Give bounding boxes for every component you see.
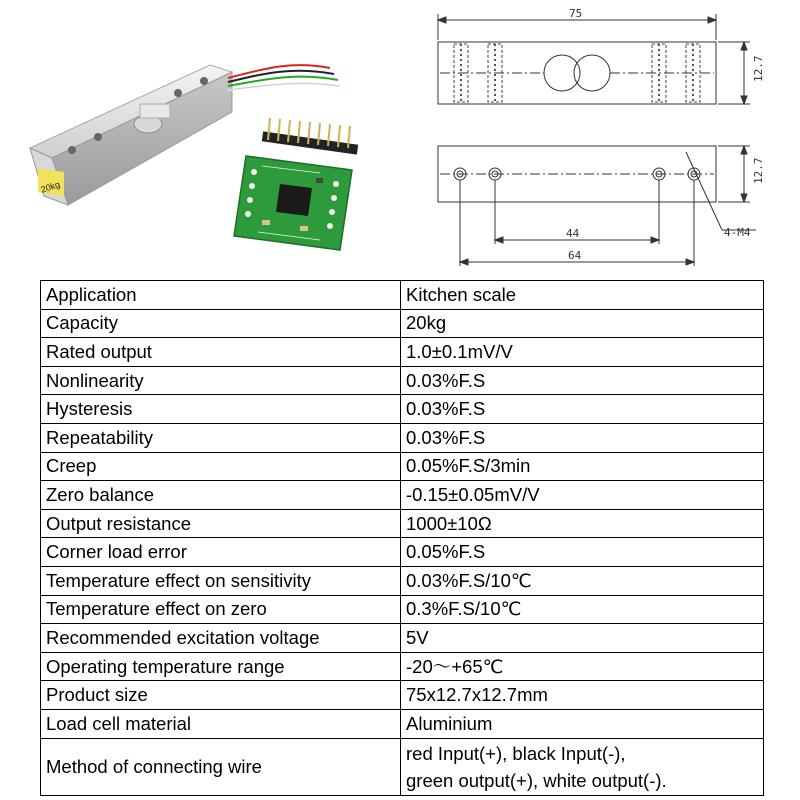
spec-value: 0.03%F.S/10℃ [401, 566, 764, 595]
spec-label: Capacity [41, 309, 401, 338]
spec-value: Kitchen scale [401, 281, 764, 310]
spec-value: 0.03%F.S [401, 366, 764, 395]
spec-label: Zero balance [41, 481, 401, 510]
table-row [41, 395, 764, 424]
table-row [41, 281, 764, 310]
capacity-sticker-text: 20kg [39, 179, 62, 195]
spec-label: Load cell material [41, 709, 401, 738]
dimension-drawing [400, 0, 800, 268]
connecting-wires [228, 65, 340, 90]
table-row [41, 738, 764, 795]
table-row [41, 538, 764, 567]
hx711-chip [276, 184, 312, 216]
table-row [41, 309, 764, 338]
gauge-hole-right [574, 55, 610, 91]
table-row [41, 338, 764, 367]
spec-label: Output resistance [41, 509, 401, 538]
spec-value: 0.03%F.S [401, 395, 764, 424]
spec-label: Creep [41, 452, 401, 481]
table-row [41, 481, 764, 510]
spec-value: 5V [401, 624, 764, 653]
table-row [41, 566, 764, 595]
spec-label: Corner load error [41, 538, 401, 567]
spec-value: -20～+65℃ [401, 652, 764, 681]
product-photo [0, 0, 400, 268]
spec-value: 1.0±0.1mV/V [401, 338, 764, 367]
table-row [41, 624, 764, 653]
table-row [41, 681, 764, 710]
table-row [41, 709, 764, 738]
load-cell-bar [30, 65, 232, 205]
dim-outer-spacing-label: 64 [568, 249, 582, 262]
pin-header [262, 118, 358, 155]
gauge-hole-left [544, 55, 580, 91]
spec-label: Rated output [41, 338, 401, 367]
spec-value-wire [401, 738, 764, 795]
spec-value: 1000±10Ω [401, 509, 764, 538]
spec-label: Operating temperature range [41, 652, 401, 681]
dimension-drawing-svg [400, 0, 800, 268]
spec-label: Application [41, 281, 401, 310]
hole-spec-label: 4-M4 [724, 226, 751, 239]
hx711-board [234, 118, 358, 250]
wire-line-2: green output(+), white output(-). [406, 769, 667, 791]
spec-label: Temperature effect on sensitivity [41, 566, 401, 595]
table-row [41, 366, 764, 395]
load-cell-illustration [0, 0, 400, 268]
dim-length-label: 75 [569, 7, 583, 20]
spec-value: 20kg [401, 309, 764, 338]
dim-height-bottom-label: 12.7 [752, 157, 765, 184]
spec-label: Nonlinearity [41, 366, 401, 395]
dim-inner-spacing-label: 44 [566, 227, 580, 240]
table-row [41, 509, 764, 538]
mount-hole [68, 146, 76, 154]
dim-height-top-label: 12.7 [752, 55, 765, 82]
spec-value: 0.3%F.S/10℃ [401, 595, 764, 624]
wire-line-1: red Input(+), black Input(-), [406, 742, 626, 764]
spec-table [40, 280, 764, 796]
strain-gauge [140, 104, 170, 118]
table-row [41, 423, 764, 452]
spec-value: 75x12.7x12.7mm [401, 681, 764, 710]
spec-label: Recommended excitation voltage [41, 624, 401, 653]
spec-label: Repeatability [41, 423, 401, 452]
spec-label: Hysteresis [41, 395, 401, 424]
spec-value: 0.03%F.S [401, 423, 764, 452]
spec-label: Product size [41, 681, 401, 710]
spec-label: Temperature effect on zero [41, 595, 401, 624]
table-row [41, 652, 764, 681]
mount-hole [94, 133, 102, 141]
spec-value: 0.05%F.S/3min [401, 452, 764, 481]
table-row [41, 595, 764, 624]
spec-value: 0.05%F.S [401, 538, 764, 567]
spec-value: -0.15±0.05mV/V [401, 481, 764, 510]
mount-hole [174, 89, 182, 97]
spec-label: Method of connecting wire [41, 738, 401, 795]
table-row [41, 452, 764, 481]
mount-hole [200, 77, 208, 85]
spec-value: Aluminium [401, 709, 764, 738]
